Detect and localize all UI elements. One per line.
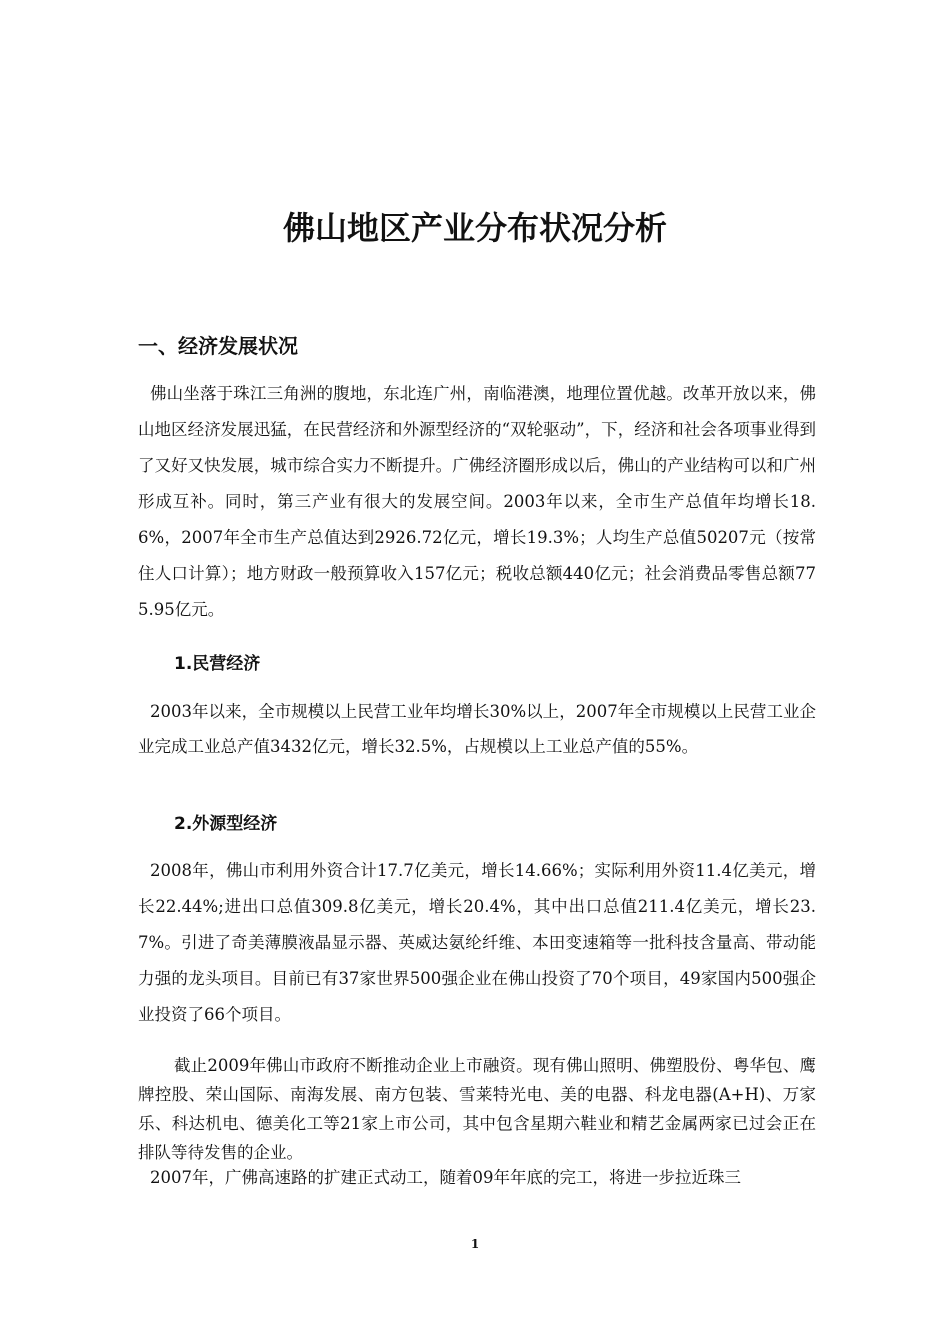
paragraph-private-economy: 2003年以来，全市规模以上民营工业年均增长30%以上，2007年全市规模以上民营工业企业完成工业总产值3432亿元，增长32.5%，占规模以上工业总产值的55%。	[138, 702, 816, 756]
subheading-external-economy: 2.外源型经济	[174, 814, 278, 834]
subheading-private-economy: 1.民营经济	[174, 654, 261, 674]
paragraph-highway: 2007年，广佛高速路的扩建正式动工，随着09年年底的完工，将进一步拉近珠三	[150, 1168, 741, 1187]
section-heading-economy: 一、经济发展状况	[138, 334, 298, 358]
page-number: 1	[470, 1237, 480, 1251]
paragraph-external-economy: 2008年，佛山市利用外资合计17.7亿美元，增长14.66%；实际利用外资11.4亿美元，增长22.44%;进出口总值309.8亿美元，增长20.4%，其中出口总值211.4亿美元，增长23.7%。引进了奇美薄膜液晶显示器、英威达氨纶纤维、本田变速箱等一批科技含量高、带动能力强的龙头项目。目前已有37家世界500强企业在佛山投资了70个项目，49家国内500强企业投资了66个项目。	[138, 861, 816, 1024]
paragraph-listed-companies: 截止2009年佛山市政府不断推动企业上市融资。现有佛山照明、佛塑股份、粤华包、鹰牌控股、荣山国际、南海发展、南方包装、雪莱特光电、美的电器、科龙电器(A+H)、万家乐、科达机电、德美化工等21家上市公司，其中包含星期六鞋业和精艺金属两家已过会正在排队等待发售的企业。	[138, 1056, 816, 1162]
paragraph-intro: 佛山坐落于珠江三角洲的腹地，东北连广州，南临港澳，地理位置优越。改革开放以来，佛山地区经济发展迅猛，在民营经济和外源型经济的“双轮驱动”，下，经济和社会各项事业得到了又好又快发展，城市综合实力不断提升。广佛经济圈形成以后，佛山的产业结构可以和广州形成互补。同时，第三产业有很大的发展空间。2003年以来，全市生产总值年均增长18.6%，2007年全市生产总值达到2926.72亿元，增长19.3%；人均生产总值50207元（按常住人口计算）；地方财政一般预算收入157亿元；税收总额440亿元；社会消费品零售总额775.95亿元。	[138, 384, 816, 619]
document-title: 佛山地区产业分布状况分析	[282, 209, 667, 247]
